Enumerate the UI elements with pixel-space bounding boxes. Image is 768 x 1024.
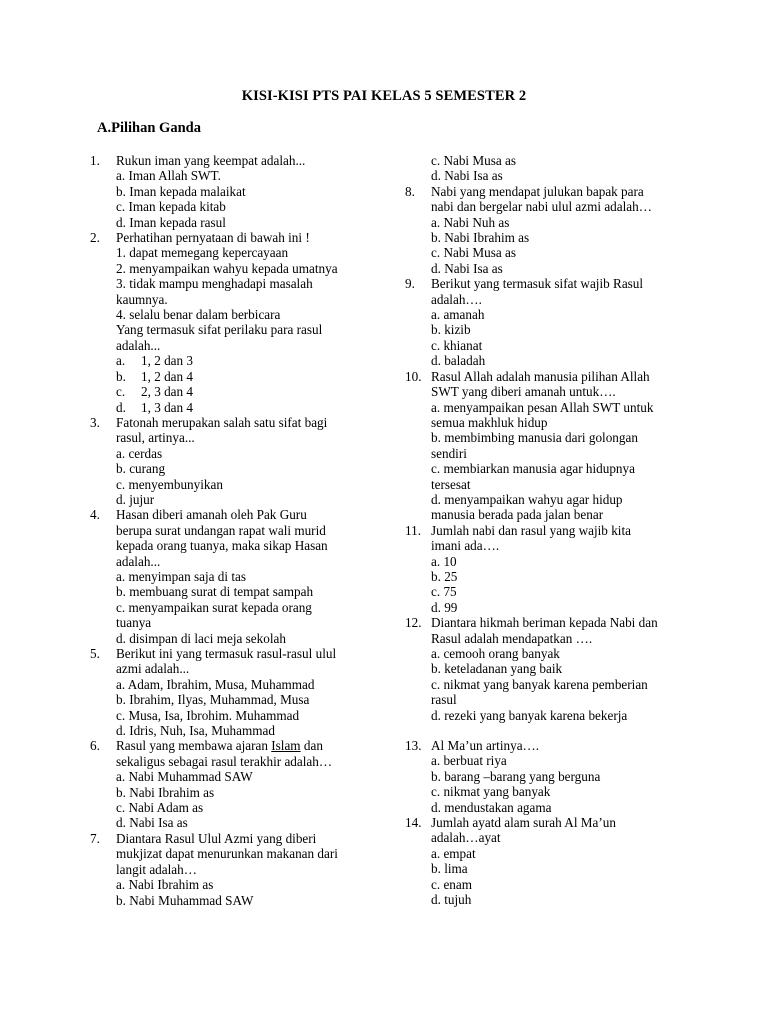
question-line: d. rezeki yang banyak karena bekerja: [431, 707, 628, 723]
section-heading: A.Pilihan Ganda: [97, 120, 201, 136]
question-number: 9.: [405, 276, 415, 292]
question-line: a. cemooh orang banyak: [431, 646, 560, 661]
question-number: 5.: [90, 646, 100, 661]
question-line: d. Nabi Isa as: [116, 815, 188, 831]
question-number: 4.: [90, 507, 100, 523]
question-line: b. keteladanan yang baik: [431, 661, 563, 677]
question-line: sekaligus sebagai rasul terakhir adalah…: [116, 753, 333, 769]
question-line: b. 25: [431, 568, 458, 584]
question-line: c. Musa, Isa, Ibrohim. Muhammad: [116, 707, 300, 723]
question-item: [405, 276, 695, 368]
question-line: a. Nabi Muhammad SAW: [116, 769, 253, 785]
text-segment: Rasul yang membawa ajaran: [116, 738, 272, 754]
question-item: [405, 815, 695, 907]
question-line: berupa surat undangan rapat wali murid: [116, 522, 326, 538]
question-line: a. berbuat riya: [431, 753, 507, 769]
question-line: Nabi yang mendapat julukan bapak para: [431, 183, 644, 199]
question-item: [90, 507, 368, 646]
question-item: [90, 153, 368, 230]
question-line: rasul: [431, 692, 457, 708]
question-line: SWT yang diberi amanah untuk….: [431, 384, 616, 400]
question-number: 12.: [405, 615, 422, 631]
question-line: c. menyampaikan surat kepada orang: [116, 599, 312, 615]
question-item: [405, 184, 695, 276]
question-item: [405, 369, 695, 523]
question-line: c. nikmat yang banyak karena pemberian: [431, 676, 648, 692]
question-line: c. nikmat yang banyak: [431, 784, 551, 800]
option-text: 1, 2 dan 4: [141, 368, 194, 384]
question-item: [405, 615, 695, 723]
question-line: a. Nabi Nuh as: [431, 214, 510, 230]
question-line: kepada orang tuanya, maka sikap Hasan: [116, 538, 328, 554]
question-line: Yang termasuk sifat perilaku para rasul: [116, 322, 323, 338]
question-line: 4. selalu benar dalam berbicara: [116, 307, 281, 323]
question-line: Berikut yang termasuk sifat wajib Rasul: [431, 276, 644, 292]
question-number: 2.: [90, 230, 100, 246]
question-line: b. membuang surat di tempat sampah: [116, 584, 314, 600]
question-line: b. Nabi Muhammad SAW: [116, 892, 254, 908]
option-label: d.: [116, 399, 126, 415]
question-number: 8.: [405, 183, 415, 199]
question-line: c. Iman kepada kitab: [116, 199, 226, 215]
question-line: Rasul adalah mendapatkan ….: [431, 630, 593, 646]
question-line: d. Idris, Nuh, Isa, Muhammad: [116, 723, 275, 739]
question-line: adalah….: [431, 291, 482, 307]
question-line: d. baladah: [431, 353, 486, 369]
question-line: Fatonah merupakan salah satu sifat bagi: [116, 414, 328, 430]
text-segment: dan: [300, 738, 323, 754]
question-line: Al Ma’un artinya….: [431, 738, 540, 754]
question-line: d. jujur: [116, 491, 155, 507]
question-line: d. disimpan di laci meja sekolah: [116, 630, 286, 646]
question-line: Rukun iman yang keempat adalah...: [116, 153, 306, 168]
question-line: d. mendustakan agama: [431, 799, 552, 815]
question-number: 6.: [90, 738, 100, 754]
answer-option: [116, 353, 368, 368]
question-number: 13.: [405, 738, 422, 754]
question-line: tuanya: [116, 615, 152, 631]
question-number: 3.: [90, 414, 100, 430]
question-line: adalah…ayat: [431, 830, 501, 846]
question-line: c. 75: [431, 584, 457, 600]
question-number: 10.: [405, 368, 422, 384]
question-line: mukjizat dapat menurunkan makanan dari: [116, 846, 338, 862]
question-line: 2. menyampaikan wahyu kepada umatnya: [116, 260, 338, 276]
question-line: Jumlah nabi dan rasul yang wajib kita: [431, 522, 631, 538]
question-line: tersesat: [431, 476, 471, 492]
option-text: 1, 3 dan 4: [141, 399, 194, 415]
question-item: [405, 153, 695, 184]
question-line: c. menyembunyikan: [116, 476, 223, 492]
question-line: Rasul Allah adalah manusia pilihan Allah: [431, 368, 650, 384]
question-line: b. Nabi Ibrahim as: [431, 230, 530, 246]
question-line: langit adalah…: [116, 861, 197, 877]
question-item: [405, 738, 695, 815]
question-line: b. barang –barang yang berguna: [431, 768, 601, 784]
question-item: [90, 738, 368, 830]
question-line: Perhatihan pernyataan di bawah ini !: [116, 230, 310, 246]
question-line: c. Nabi Musa as: [431, 153, 516, 168]
question-line: d. menyampaikan wahyu agar hidup: [431, 491, 623, 507]
underlined-word: Islam: [271, 738, 301, 754]
question-line: c. Nabi Musa as: [431, 245, 516, 261]
question-item: [90, 230, 368, 415]
question-line: a. amanah: [431, 307, 485, 323]
question-line: b. curang: [116, 461, 166, 477]
answer-option: [116, 384, 368, 399]
question-number: 7.: [90, 830, 100, 846]
answer-option: [116, 369, 368, 384]
option-label: a.: [116, 353, 126, 369]
question-line: Jumlah ayatd alam surah Al Ma’un: [431, 815, 616, 831]
question-item: [90, 415, 368, 507]
question-line: 1. dapat memegang kepercayaan: [116, 245, 289, 261]
question-line: Hasan diberi amanah oleh Pak Guru: [116, 507, 307, 523]
question-line: d. Iman kepada rasul: [116, 214, 226, 230]
question-number: 11.: [405, 522, 421, 538]
spacer: [405, 723, 695, 738]
question-line: b. lima: [431, 861, 468, 877]
question-line: Diantara Rasul Ulul Azmi yang diberi: [116, 830, 317, 846]
question-item: [405, 523, 695, 615]
question-line: b. membimbing manusia dari golongan: [431, 430, 638, 446]
question-line: d. 99: [431, 599, 458, 615]
question-line: a. menyimpan saja di tas: [116, 568, 247, 584]
question-line: c. enam: [431, 876, 473, 892]
question-line: b. Ibrahim, Ilyas, Muhammad, Musa: [116, 692, 310, 708]
question-line: a. empat: [431, 845, 476, 861]
question-line: adalah...: [116, 337, 161, 353]
question-item: [90, 646, 368, 738]
question-line: rasul, artinya...: [116, 430, 195, 446]
question-text: [116, 738, 368, 753]
question-line: b. Iman kepada malaikat: [116, 183, 246, 199]
question-item: [90, 831, 368, 908]
question-line: Berikut ini yang termasuk rasul-rasul ulul: [116, 646, 337, 661]
option-label: c.: [116, 384, 126, 400]
question-line: azmi adalah...: [116, 661, 190, 677]
question-line: a. Nabi Ibrahim as: [116, 877, 214, 893]
question-line: b. kizib: [431, 322, 471, 338]
option-text: 1, 2 dan 3: [141, 353, 194, 369]
question-line: sendiri: [431, 445, 467, 461]
question-line: nabi dan bergelar nabi ulul azmi adalah…: [431, 199, 652, 215]
question-line: a. 10: [431, 553, 457, 569]
question-line: 3. tidak mampu menghadapi masalah: [116, 276, 313, 292]
question-line: manusia berada pada jalan benar: [431, 507, 604, 523]
question-line: a. cerdas: [116, 445, 163, 461]
question-line: a. menyampaikan pesan Allah SWT untuk: [431, 399, 654, 415]
question-number: 1.: [90, 153, 100, 168]
question-line: kaumnya.: [116, 291, 168, 307]
option-text: 2, 3 dan 4: [141, 384, 194, 400]
left-column: [90, 153, 368, 908]
question-line: Diantara hikmah beriman kepada Nabi dan: [431, 615, 658, 631]
question-line: d. tujuh: [431, 892, 472, 908]
question-line: c. membiarkan manusia agar hidupnya: [431, 461, 635, 477]
question-line: d. Nabi Isa as: [431, 168, 503, 184]
document-title: KISI-KISI PTS PAI KELAS 5 SEMESTER 2: [241, 88, 527, 104]
question-line: a. Iman Allah SWT.: [116, 168, 221, 184]
question-line: imani ada….: [431, 538, 500, 554]
question-line: d. Nabi Isa as: [431, 260, 503, 276]
right-column: [405, 153, 695, 908]
question-line: c. Nabi Adam as: [116, 800, 204, 816]
question-line: b. Nabi Ibrahim as: [116, 784, 215, 800]
question-line: a. Adam, Ibrahim, Musa, Muhammad: [116, 676, 315, 692]
question-line: adalah...: [116, 553, 161, 569]
question-number: 14.: [405, 815, 422, 831]
option-label: b.: [116, 368, 126, 384]
question-line: c. khianat: [431, 337, 483, 353]
question-line: semua makhluk hidup: [431, 414, 548, 430]
answer-option: [116, 400, 368, 415]
